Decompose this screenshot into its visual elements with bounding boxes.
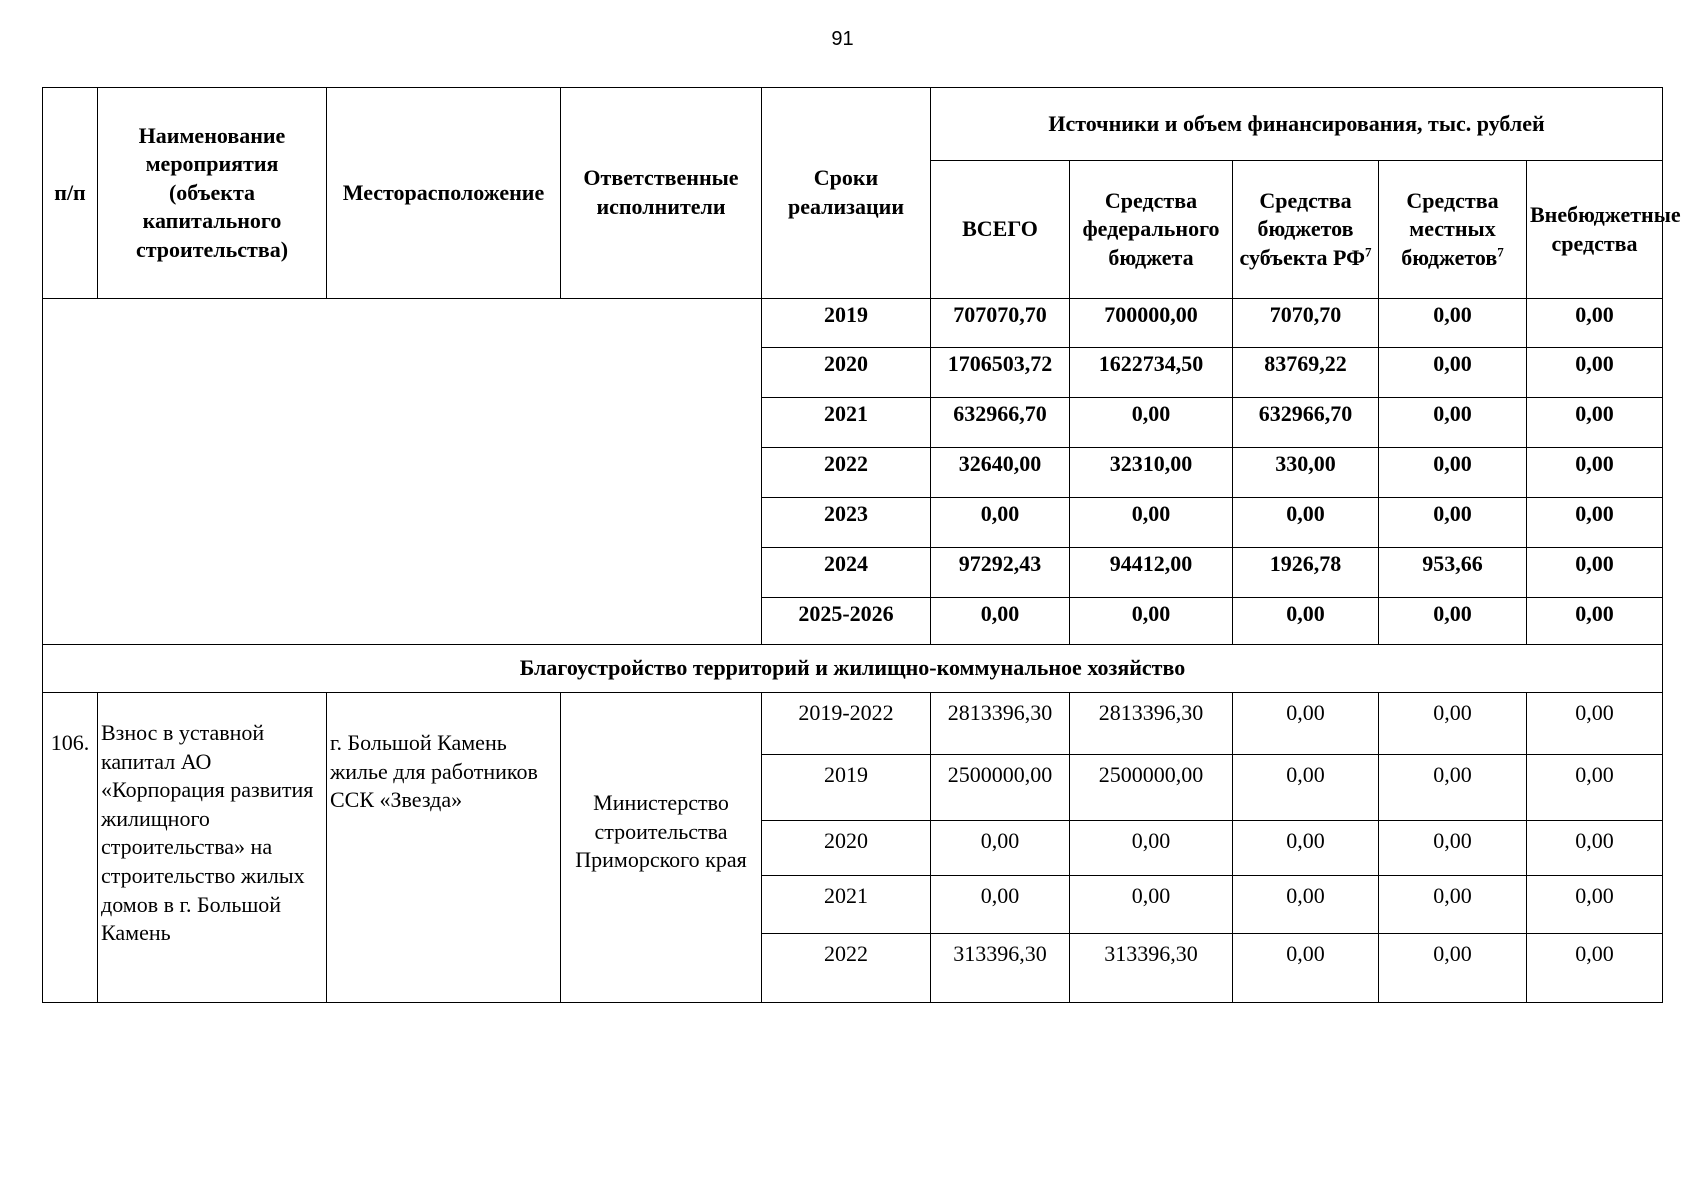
cell-local: 0,00 bbox=[1379, 498, 1527, 548]
page-number: 91 bbox=[831, 28, 854, 50]
header-local-label: Средства местных бюджетов bbox=[1401, 187, 1499, 270]
item-name: Взнос в уставной капитал АО «Корпорация развития жилищного строительства» на строительство жилых домов в г. Большой Камень bbox=[98, 693, 327, 1003]
cell-federal: 1622734,50 bbox=[1070, 348, 1233, 398]
cell-year: 2019 bbox=[762, 299, 931, 348]
cell-federal: 94412,00 bbox=[1070, 548, 1233, 598]
cell-subject: 0,00 bbox=[1233, 755, 1379, 821]
cell-local: 0,00 bbox=[1379, 398, 1527, 448]
footnote-marker: 7 bbox=[1497, 244, 1504, 260]
cell-local: 0,00 bbox=[1379, 755, 1527, 821]
header-total: ВСЕГО bbox=[931, 161, 1070, 299]
cell-year: 2020 bbox=[762, 348, 931, 398]
cell-extra: 0,00 bbox=[1527, 693, 1663, 755]
header-subject bbox=[1233, 161, 1379, 299]
cell-subject: 0,00 bbox=[1233, 498, 1379, 548]
cell-total: 707070,70 bbox=[931, 299, 1070, 348]
cell-federal: 0,00 bbox=[1070, 498, 1233, 548]
cell-local: 0,00 bbox=[1379, 598, 1527, 645]
cell-subject: 0,00 bbox=[1233, 693, 1379, 755]
header-period: Сроки реализации bbox=[762, 88, 931, 299]
cell-year: 2021 bbox=[762, 398, 931, 448]
table-row bbox=[43, 299, 1663, 348]
cell-subject: 7070,70 bbox=[1233, 299, 1379, 348]
financing-table bbox=[42, 87, 1681, 1003]
cell-year: 2025-2026 bbox=[762, 598, 931, 645]
cell-local: 0,00 bbox=[1379, 448, 1527, 498]
cell-total: 313396,30 bbox=[931, 934, 1070, 1003]
cell-extra: 0,00 bbox=[1527, 348, 1663, 398]
cell-year: 2022 bbox=[762, 934, 931, 1003]
cell-total: 0,00 bbox=[931, 821, 1070, 876]
cell-extra: 0,00 bbox=[1527, 821, 1663, 876]
cell-total: 2500000,00 bbox=[931, 755, 1070, 821]
cell-total: 632966,70 bbox=[931, 398, 1070, 448]
header-location: Месторасположение bbox=[327, 88, 561, 299]
header-extra: Внебюджетные средства bbox=[1527, 161, 1663, 299]
cell-year: 2019 bbox=[762, 755, 931, 821]
cell-extra: 0,00 bbox=[1527, 448, 1663, 498]
cell-year: 2023 bbox=[762, 498, 931, 548]
cell-subject: 330,00 bbox=[1233, 448, 1379, 498]
cell-local: 0,00 bbox=[1379, 299, 1527, 348]
cell-extra: 0,00 bbox=[1527, 598, 1663, 645]
section-title: Благоустройство территорий и жилищно-коммунальное хозяйство bbox=[43, 645, 1663, 693]
cell-extra: 0,00 bbox=[1527, 755, 1663, 821]
cell-total: 32640,00 bbox=[931, 448, 1070, 498]
cell-local: 953,66 bbox=[1379, 548, 1527, 598]
cell-total: 1706503,72 bbox=[931, 348, 1070, 398]
footnote-marker: 7 bbox=[1364, 244, 1372, 260]
cell-extra: 0,00 bbox=[1527, 876, 1663, 934]
cell-federal: 0,00 bbox=[1070, 821, 1233, 876]
header-subject-label: Средства бюджетов субъекта РФ bbox=[1239, 187, 1365, 270]
cell-federal: 0,00 bbox=[1070, 398, 1233, 448]
cell-subject: 0,00 bbox=[1233, 821, 1379, 876]
merged-blank-cell bbox=[43, 299, 762, 645]
cell-local: 0,00 bbox=[1379, 821, 1527, 876]
item-responsible: Министерство строительства Приморского края bbox=[561, 693, 762, 1003]
cell-subject: 632966,70 bbox=[1233, 398, 1379, 448]
cell-subject: 83769,22 bbox=[1233, 348, 1379, 398]
cell-total: 0,00 bbox=[931, 498, 1070, 548]
cell-total: 97292,43 bbox=[931, 548, 1070, 598]
cell-extra: 0,00 bbox=[1527, 299, 1663, 348]
section-row bbox=[43, 645, 1663, 693]
cell-subject: 0,00 bbox=[1233, 934, 1379, 1003]
cell-year: 2021 bbox=[762, 876, 931, 934]
cell-year: 2020 bbox=[762, 821, 931, 876]
header-local bbox=[1379, 161, 1527, 299]
header-sources: Источники и объем финансирования, тыс. рублей bbox=[931, 88, 1663, 161]
cell-total: 2813396,30 bbox=[931, 693, 1070, 755]
summary-body bbox=[43, 299, 1663, 693]
cell-year: 2024 bbox=[762, 548, 931, 598]
cell-federal: 700000,00 bbox=[1070, 299, 1233, 348]
cell-federal: 0,00 bbox=[1070, 598, 1233, 645]
cell-total: 0,00 bbox=[931, 598, 1070, 645]
cell-subject: 0,00 bbox=[1233, 598, 1379, 645]
cell-federal: 2500000,00 bbox=[1070, 755, 1233, 821]
header-pp: п/п bbox=[43, 88, 98, 299]
cell-extra: 0,00 bbox=[1527, 398, 1663, 448]
table-row bbox=[43, 693, 1663, 755]
cell-year: 2019-2022 bbox=[762, 693, 931, 755]
cell-local: 0,00 bbox=[1379, 934, 1527, 1003]
cell-federal: 2813396,30 bbox=[1070, 693, 1233, 755]
item-location: г. Большой Камень жилье для работников ССК «Звезда» bbox=[327, 693, 561, 1003]
cell-local: 0,00 bbox=[1379, 348, 1527, 398]
cell-federal: 313396,30 bbox=[1070, 934, 1233, 1003]
item-number: 106. bbox=[43, 693, 98, 1003]
cell-extra: 0,00 bbox=[1527, 548, 1663, 598]
cell-subject: 0,00 bbox=[1233, 876, 1379, 934]
header-federal: Средства федерального бюджета bbox=[1070, 161, 1233, 299]
cell-extra: 0,00 bbox=[1527, 498, 1663, 548]
cell-federal: 32310,00 bbox=[1070, 448, 1233, 498]
cell-federal: 0,00 bbox=[1070, 876, 1233, 934]
cell-total: 0,00 bbox=[931, 876, 1070, 934]
header-name: Наименование мероприятия (объекта капитального строительства) bbox=[98, 88, 327, 299]
header-responsible: Ответственные исполнители bbox=[561, 88, 762, 299]
cell-local: 0,00 bbox=[1379, 693, 1527, 755]
item-body bbox=[43, 693, 1663, 1003]
cell-local: 0,00 bbox=[1379, 876, 1527, 934]
cell-year: 2022 bbox=[762, 448, 931, 498]
cell-subject: 1926,78 bbox=[1233, 548, 1379, 598]
cell-extra: 0,00 bbox=[1527, 934, 1663, 1003]
